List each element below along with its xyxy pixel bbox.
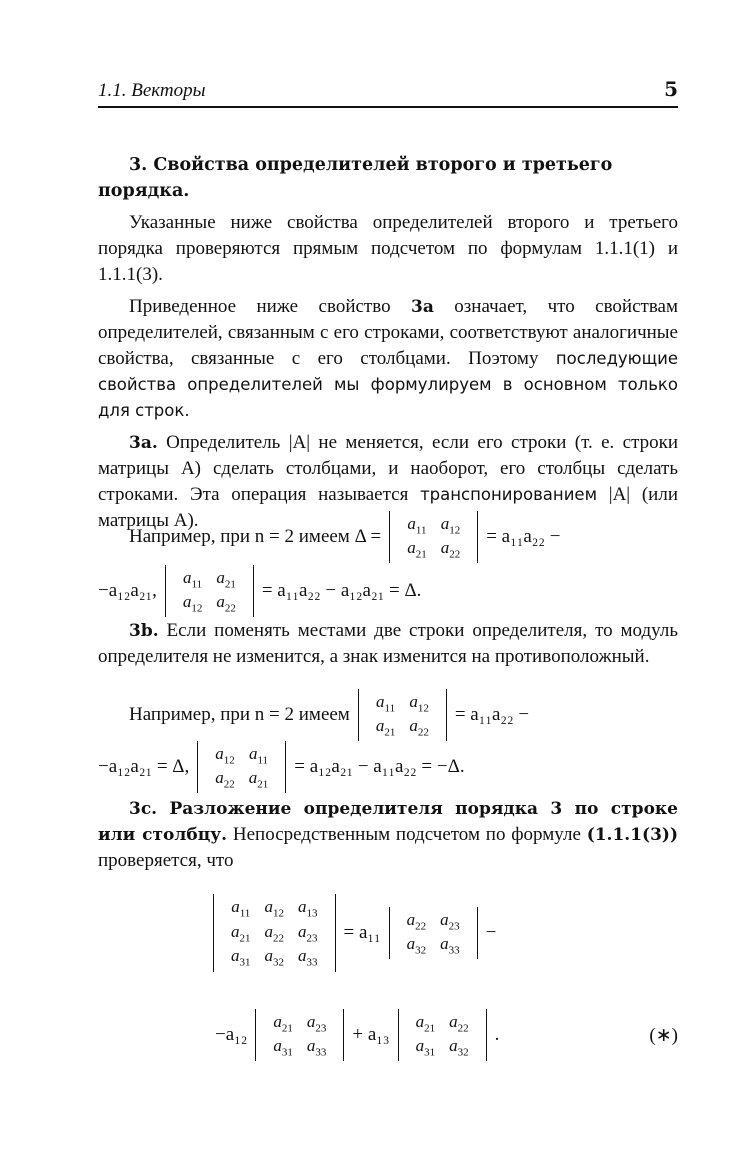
example-3b-line2: −a₁₂a₂₁ = Δ, $a_{12}$ $a_{11}$ $a_{22}$ $a_{21}$ = a₁₂a₂₁ − a₁₁a₂₂ = −Δ. (98, 742, 465, 792)
paragraph-intro: Указанные ниже свойства определителей второго и третьего порядка проверяются прямым подсчетом по формулам 1.1.1(1) и 1.1.1(3). (98, 212, 678, 285)
matrix-entry: $a_{22}$ (216, 592, 236, 615)
matrix-entry: $a_{22}$ (409, 716, 429, 739)
matrix-row (266, 1035, 333, 1059)
matrix-row (266, 1011, 333, 1035)
matrix-entry: $a_{22}$ (264, 921, 284, 945)
matrix-entry: $a_{11}$ (248, 743, 269, 766)
matrix-table (224, 896, 325, 969)
formula-line2: −a₁₂ $a_{21}$ $a_{23}$ $a_{31}$ $a_{33}$ + a₁₃ $a_{21}$ $a_{22}$ $a_{31}$ $a_{32}$ . (215, 1010, 499, 1060)
matrix-entry: $a_{32}$ (264, 946, 284, 969)
property-3b-text (98, 618, 678, 670)
matrix-entry: $a_{21}$ (415, 1011, 436, 1034)
matrix-entry: $a_{22}$ (406, 909, 427, 932)
matrix-entry: $a_{13}$ (298, 897, 318, 920)
example-3a-line1: Например, при n = 2 имеем Δ = $a_{11}$ $a_{12}$ $a_{21}$ $a_{22}$ = a₁₁a₂₂ − (129, 512, 678, 562)
matrix-entry: $a_{23}$ (440, 909, 460, 932)
minor-12 (255, 1009, 344, 1062)
matrix-entry: $a_{31}$ (231, 946, 251, 969)
matrix-entry: $a_{12}$ (264, 897, 284, 920)
matrix-table (409, 1011, 476, 1060)
paragraph-property-3c: 3с. Разложение определителя порядка 3 по строке или столбцу. Непосредственным подсчетом по формуле (1.1.1(3)) проверяется, что (98, 799, 679, 871)
paragraph-property-3a-note: Приведенное ниже свойство 3а означает, что свойствам определителей, связанным с его строками, соответствуют аналогичные свойства, связанные с его столбцами. Поэтому последующие свойства определителей мы формулируем в основном только для строк. (98, 296, 678, 420)
matrix-entry: $a_{11}$ (407, 513, 427, 536)
matrix-table (400, 909, 467, 958)
matrix-table (266, 1011, 333, 1060)
matrix-table (400, 513, 467, 562)
matrix-row (176, 591, 243, 615)
matrix-entry: $a_{33}$ (440, 934, 460, 957)
matrix-row (224, 945, 325, 969)
matrix-entry: $a_{22}$ (215, 768, 235, 791)
formula-line1: $a_{11}$ $a_{12}$ $a_{13}$ $a_{21}$ $a_{22}$ $a_{23}$ $a_{31}$ $a_{32}$ $a_{33}$ = a₁₁ $a_{22}$ $a_{23}$ $a_{32}$ $a_{33}$ − (205, 893, 496, 973)
minor-13 (398, 1009, 487, 1062)
matrix-entry: $a_{12}$ (409, 691, 429, 714)
matrix-row (400, 933, 467, 957)
main-text (98, 152, 678, 534)
matrix-row (400, 513, 467, 537)
matrix-entry: $a_{21}$ (231, 921, 251, 945)
matrix-row (400, 909, 467, 933)
matrix-m2-b (358, 689, 447, 742)
matrix-m2-transposed (165, 565, 254, 618)
matrix-entry: $a_{21}$ (273, 1011, 293, 1034)
matrix-entry: $a_{23}$ (306, 1011, 327, 1034)
matrix-m2 (389, 511, 478, 564)
matrix-3x3 (213, 894, 336, 971)
minor-11 (389, 907, 478, 960)
matrix-row (409, 1035, 476, 1059)
section-heading: 3. Свойства определителей второго и третьего порядка. (98, 155, 613, 201)
matrix-row (176, 567, 243, 591)
matrix-row (224, 896, 325, 920)
matrix-row (400, 537, 467, 561)
matrix-entry: $a_{21}$ (248, 768, 269, 791)
property-3c-text (98, 796, 678, 874)
matrix-entry: $a_{21}$ (216, 567, 236, 590)
matrix-row (369, 691, 436, 715)
matrix-entry: $a_{33}$ (306, 1036, 327, 1059)
matrix-entry: $a_{22}$ (440, 538, 461, 561)
matrix-row (208, 743, 275, 767)
matrix-entry: $a_{11}$ (183, 567, 203, 590)
matrix-entry: $a_{33}$ (298, 946, 318, 969)
matrix-row (208, 767, 275, 791)
matrix-entry: $a_{21}$ (407, 538, 427, 561)
matrix-entry: $a_{11}$ (231, 897, 251, 920)
matrix-row (369, 715, 436, 739)
paragraph-property-3b: 3b. Если поменять местами две строки определителя, то модуль определителя не изменится, а знак изменится на противоположный. (98, 620, 678, 667)
matrix-entry: $a_{12}$ (182, 592, 203, 615)
matrix-entry: $a_{32}$ (449, 1036, 469, 1059)
matrix-table (208, 743, 275, 792)
matrix-entry: $a_{31}$ (415, 1036, 436, 1059)
running-title: 1.1. Векторы (98, 80, 206, 101)
matrix-row (224, 921, 325, 945)
matrix-entry: $a_{32}$ (406, 934, 427, 957)
matrix-m2-swapped (197, 741, 286, 794)
matrix-entry: $a_{12}$ (215, 743, 235, 766)
matrix-entry: $a_{21}$ (375, 716, 396, 739)
matrix-table (369, 691, 436, 740)
example-3a-line2: −a₁₂a₂₁, $a_{11}$ $a_{21}$ $a_{12}$ $a_{22}$ = a₁₁a₂₂ − a₁₂a₂₁ = Δ. (98, 566, 421, 616)
matrix-row (409, 1011, 476, 1035)
matrix-entry: $a_{12}$ (440, 513, 461, 536)
matrix-entry: $a_{31}$ (273, 1036, 293, 1059)
matrix-table (176, 567, 243, 616)
page-header (98, 77, 678, 108)
page-number: 5 (664, 77, 678, 101)
paragraph-property-3a: 3а. Определитель |A| не меняется, если его строки (т. е. строки матрицы A) сделать столбцами, и наоборот, его столбцы сделать строками. Эта операция называется транспонированием |A| (или матрицы A). (98, 432, 678, 531)
matrix-entry: $a_{22}$ (449, 1011, 469, 1034)
matrix-entry: $a_{23}$ (298, 921, 318, 945)
matrix-entry: $a_{11}$ (376, 691, 396, 714)
example-3b-line1: Например, при n = 2 имеем $a_{11}$ $a_{12}$ $a_{21}$ $a_{22}$ = a₁₁a₂₂ − (129, 690, 678, 740)
equation-tag: (∗) (649, 1025, 678, 1046)
